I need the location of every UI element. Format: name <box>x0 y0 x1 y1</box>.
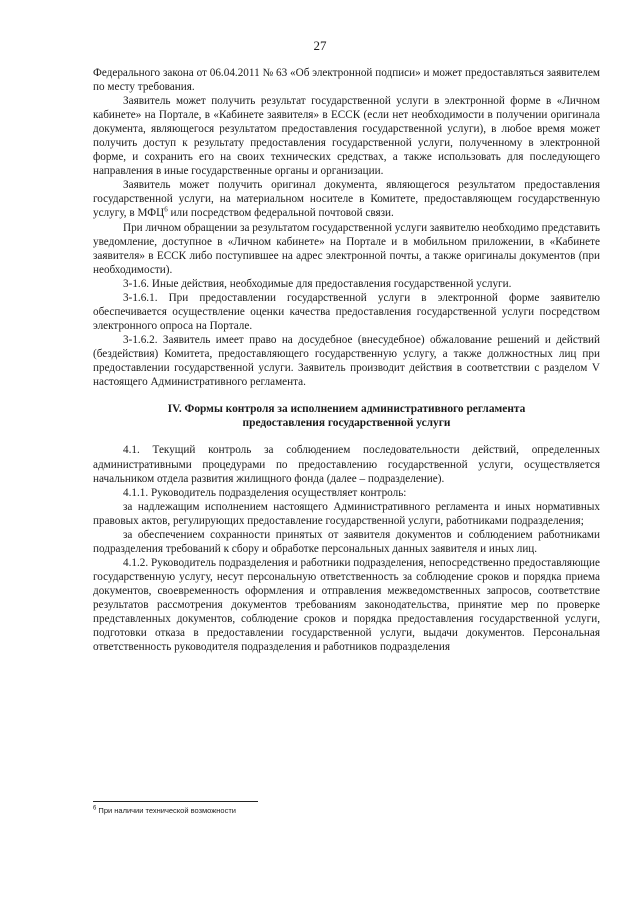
paragraph-control-item-2: за обеспечением сохранности принятых от заявителя документов и соблюдением работниками подразделения требований к сбору и обработке персональных данных заявителя и иных лиц. <box>93 528 600 555</box>
paragraph-electronic-result: Заявитель может получить результат государственной услуги в электронной форме в «Личном кабинете» на Портале, в «Кабинете заявителя» в ЕССК (если нет необходимости в получении оригинала документа, являющегося результатом предоставления государственной услуги), в любое время может получить доступ к результату предоставления государственной услуги, полученному в электронной форме, и сохранить его на своих технических средствах, а также использовать для последующего направления в иные государственные органы и организации. <box>93 95 600 178</box>
paragraph-3-1-6-1: 3-1.6.1. При предоставлении государственной услуги в электронной форме заявителю обеспечивается осуществление оценки качества предоставления государственной услуги посредством электронного опроса на Портале. <box>93 291 600 332</box>
paragraph-original-tail: или посредством федеральной почтовой связи. <box>167 207 394 220</box>
page-number: 27 <box>313 38 327 53</box>
footnote-text: При наличии технической возможности <box>96 806 236 815</box>
paragraph-3-1-6: 3-1.6. Иные действия, необходимые для предоставления государственной услуги. <box>123 277 512 290</box>
footnote-divider <box>93 801 258 802</box>
footnote-mark: 6 <box>93 805 97 812</box>
paragraph-3-1-6-2: 3-1.6.2. Заявитель имеет право на досудебное (внесудебное) обжалование решений и действий (бездействия) Комитета, предоставляющего государственную услугу, а также должностных лиц при предоставлении государственной услуги. Заявитель производит действия в соответствии с разделом V настоящего Административного регламента. <box>93 333 600 389</box>
section-heading-line-1: IV. Формы контроля за исполнением административного регламента <box>167 403 526 416</box>
footnote-reference: 6 <box>164 205 168 214</box>
paragraph-original-document <box>93 178 600 220</box>
document-body <box>93 66 600 654</box>
paragraph-continuation: Федерального закона от 06.04.2011 № 63 «Об электронной подписи» и может предоставляться заявителем по месту требования. <box>93 67 600 94</box>
section-heading <box>93 402 600 430</box>
paragraph-personal-request: При личном обращении за результатом государственной услуги заявителю необходимо представить уведомление, доступное в «Личном кабинете» на Портале и в мобильном приложении, в «Кабинете заявителя» в ЕССК либо поступившее на адрес электронной почты, а также оригиналы документов (при необходимости). <box>93 221 600 276</box>
paragraph-4-1-2: 4.1.2. Руководитель подразделения и работники подразделения, непосредственно предоставляющие государственную услугу, несут персональную ответственность за соблюдение сроков и порядка приема документов, своевременность оформления и отправления межведомственных запросов, соответствие результатов рассмотрения документов требованиям законодательства, принятие мер по проверке представленных документов, соблюдение сроков и порядка предоставления государственной услуги, подготовки отказа в предоставлении государственной услуги, выдачи документов. Персональная ответственность руководителя подразделения и работников подразделения <box>93 556 600 654</box>
paragraph-4-1-1: 4.1.1. Руководитель подразделения осуществляет контроль: <box>123 486 407 499</box>
paragraph-original-text: Заявитель может получить оригинал документа, являющегося результатом предоставления государственной услуги, на материальном носителе в Комитете, предоставляющем государственную услугу, в МФЦ <box>93 179 600 220</box>
paragraph-control-item-1: за надлежащим исполнением настоящего Административного регламента и иных нормативных правовых актов, регулирующих предоставление государственной услуги, работниками подразделения; <box>93 500 600 527</box>
paragraph-4-1: 4.1. Текущий контроль за соблюдением последовательности действий, определенных административными процедурами по предоставлению государственной услуги, осуществляется начальником отдела развития жилищного фонда (далее – подразделение). <box>93 444 600 485</box>
footnote <box>93 806 493 816</box>
section-heading-line-2: предоставления государственной услуги <box>242 417 451 430</box>
